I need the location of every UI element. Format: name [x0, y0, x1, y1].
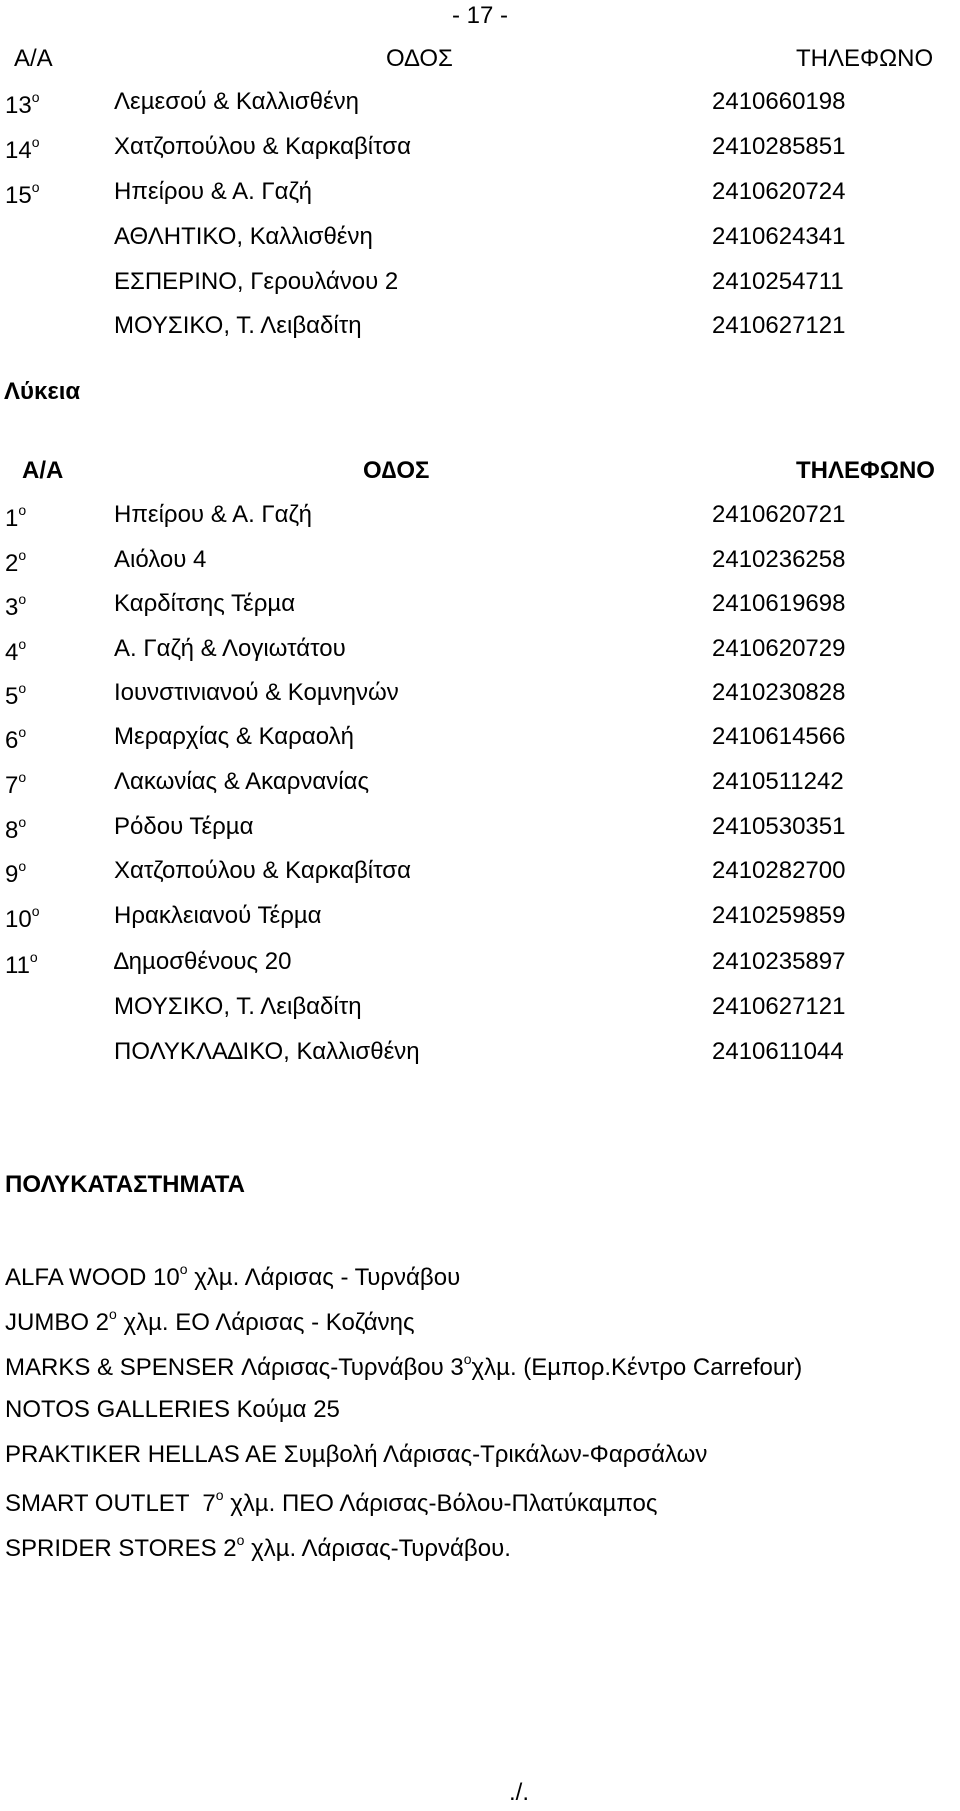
row-number: 6: [5, 727, 19, 754]
ordinal-sup: ο: [18, 636, 27, 652]
row-number: 13: [5, 92, 32, 119]
row-phone: 2410620729: [712, 635, 846, 662]
ordinal-sup: ο: [18, 769, 27, 785]
row-phone: 2410259859: [712, 902, 846, 929]
row-number: 15: [5, 182, 32, 209]
list-item: [5, 1307, 415, 1335]
row-address: Ηπείρου & Α. Γαζή: [114, 501, 312, 528]
row-number: 1: [5, 505, 19, 532]
row-phone: 2410235897: [712, 948, 846, 975]
row-phone: 2410627121: [712, 312, 846, 339]
row-phone: 2410530351: [712, 813, 846, 840]
ordinal-sup: ο: [29, 949, 38, 965]
row-address: Χατζοπούλου & Καρκαβίτσα: [114, 857, 411, 884]
list-item: [5, 1262, 460, 1290]
row-number: 10: [5, 906, 32, 933]
section-heading-lykeia: Λύκεια: [4, 378, 81, 405]
store-text: SPRIDER STORES 2: [5, 1535, 237, 1562]
footer-mark: ./.: [509, 1779, 530, 1806]
ordinal-sup: ο: [215, 1487, 224, 1503]
store-text-rest: χλµ. Λάρισας - Τυρνάβου: [187, 1264, 461, 1291]
ordinal-sup: ο: [18, 547, 27, 563]
row-address: Καρδίτσης Τέρµα: [114, 590, 296, 617]
store-text: ALFA WOOD 10: [5, 1264, 180, 1291]
store-text: JUMBO 2: [5, 1309, 110, 1336]
row-address: Λακωνίας & Ακαρνανίας: [114, 768, 370, 795]
row-address: ΠΟΛΥΚΛΑ∆ΙΚΟ, Καλλισθένη: [114, 1038, 420, 1065]
store-text-rest: χλµ. ΕΟ Λάρισας - Κοζάνης: [116, 1309, 415, 1336]
store-text: SMART OUTLET 7: [5, 1490, 216, 1517]
store-text: MARKS & SPENSER Λάρισας-Τυρνάβου 3: [5, 1354, 464, 1381]
header-odos: Ο∆ΟΣ: [386, 45, 453, 72]
row-number: 2: [5, 550, 19, 577]
ordinal-sup: ο: [31, 89, 40, 105]
list-item: [5, 1352, 802, 1380]
row-address: ΑΘΛΗΤΙΚΟ, Καλλισθένη: [114, 223, 373, 250]
row-phone: 2410619698: [712, 590, 846, 617]
section-heading-polykatastimata: ΠΟΛΥΚΑΤΑΣΤΗΜΑΤΑ: [5, 1171, 246, 1198]
row-number: 5: [5, 683, 19, 710]
row-number: 14: [5, 137, 32, 164]
row-phone: 2410254711: [712, 268, 844, 295]
row-address: Χατζοπούλου & Καρκαβίτσα: [114, 133, 411, 160]
row-phone: 2410620721: [712, 501, 846, 528]
row-number: 9: [5, 861, 19, 888]
row-address: Λεµεσού & Καλλισθένη: [114, 88, 360, 115]
row-address: Ρόδου Τέρµα: [114, 813, 254, 840]
store-text-rest: χλµ. (Εµπορ.Κέντρο Carrefour): [471, 1354, 803, 1381]
row-address: Ηπείρου & Α. Γαζή: [114, 178, 312, 205]
row-address: Α. Γαζή & Λογιωτάτου: [114, 635, 346, 662]
row-address: ∆ηµοσθένους 20: [114, 948, 292, 975]
store-text-rest: χλµ. ΠΕΟ Λάρισας-Βόλου-Πλατύκαµπος: [223, 1490, 658, 1517]
row-phone: 2410282700: [712, 857, 846, 884]
list-item: [5, 1398, 340, 1422]
list-item: [5, 1488, 657, 1516]
row-address: ΜΟΥΣΙΚΟ, Τ. Λειβαδίτη: [114, 312, 362, 339]
row-address: ΜΟΥΣΙΚΟ, Τ. Λειβαδίτη: [114, 993, 362, 1020]
row-phone: 2410230828: [712, 679, 846, 706]
list-item: [5, 1533, 511, 1561]
row-address: Αιόλου 4: [114, 546, 207, 573]
row-address: ΕΣΠΕΡΙΝΟ, Γερουλάνου 2: [114, 268, 399, 295]
header-aa: Α/Α: [14, 45, 53, 72]
ordinal-sup: ο: [18, 724, 27, 740]
row-phone: 2410660198: [712, 88, 846, 115]
row-phone: 2410624341: [712, 223, 846, 250]
ordinal-sup: ο: [31, 134, 40, 150]
store-text-rest: χλµ. Λάρισας-Τυρνάβου.: [244, 1535, 511, 1562]
row-phone: 2410620724: [712, 178, 846, 205]
ordinal-sup: ο: [109, 1306, 117, 1322]
header-tilefono: ΤΗΛΕΦΩΝΟ: [796, 457, 935, 484]
ordinal-sup: ο: [18, 502, 27, 518]
row-address: Ιουνστινιανού & Κοµνηνών: [114, 679, 399, 706]
row-phone: 2410511242: [712, 768, 844, 795]
row-address: Μεραρχίας & Καραολή: [114, 723, 354, 750]
store-text: PRAKTIKER HELLAS AE Συµβολή Λάρισας-Τρικάλων-Φαρσάλων: [5, 1441, 708, 1468]
store-text: NOTOS GALLERIES Κούµα 25: [5, 1396, 340, 1423]
row-number: 7: [5, 772, 19, 799]
row-number: 3: [5, 594, 19, 621]
row-phone: 2410614566: [712, 723, 846, 750]
page-number: - 17 -: [451, 2, 508, 29]
row-phone: 2410627121: [712, 993, 846, 1020]
ordinal-sup: ο: [236, 1532, 245, 1548]
row-phone: 2410285851: [712, 133, 846, 160]
header-aa: Α/Α: [22, 457, 64, 484]
header-odos: Ο∆ΟΣ: [363, 457, 430, 484]
row-phone: 2410611044: [712, 1038, 844, 1065]
row-address: Ηρακλειανού Τέρµα: [114, 902, 322, 929]
row-number: 11: [5, 952, 30, 979]
row-number: 8: [5, 817, 19, 844]
ordinal-sup: ο: [31, 903, 40, 919]
ordinal-sup: ο: [18, 814, 27, 830]
header-tilefono: ΤΗΛΕΦΩΝΟ: [796, 45, 934, 72]
ordinal-sup: ο: [31, 179, 40, 195]
ordinal-sup: ο: [18, 858, 27, 874]
row-number: 4: [5, 639, 19, 666]
list-item: [5, 1443, 707, 1467]
ordinal-sup: ο: [179, 1261, 188, 1277]
ordinal-sup: ο: [18, 680, 27, 696]
ordinal-sup: ο: [18, 591, 27, 607]
row-phone: 2410236258: [712, 546, 846, 573]
ordinal-sup: ο: [463, 1351, 472, 1367]
